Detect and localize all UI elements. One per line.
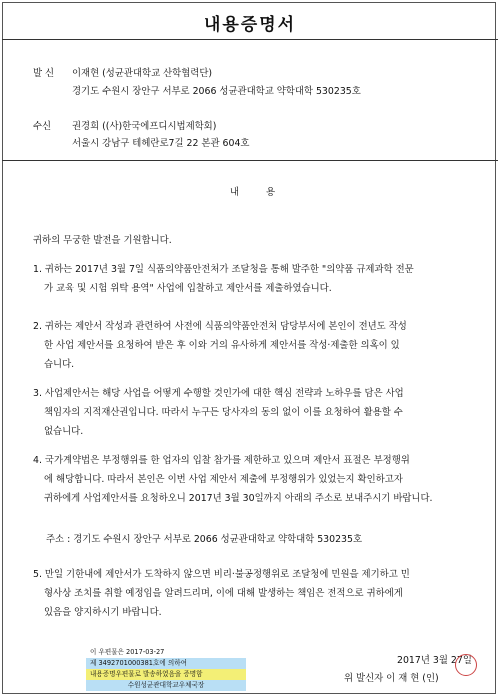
header-divider [2, 160, 498, 161]
recipient-label: 수신 [33, 121, 52, 132]
item-3-line-3: 없습니다. [44, 426, 84, 437]
item-5-line-1: 5. 만일 기한내에 제안서가 도착하지 않으면 비리·불공정행위로 조달청에 민원을 제기하고 민 [33, 569, 410, 580]
postal-certification-stamp [86, 647, 246, 693]
item-2-line-2: 한 사업 제안서를 요청하여 받은 후 이와 거의 유사하게 제안서를 작성·제출한 의혹이 있 [44, 340, 400, 351]
item-1-line-1: 1. 귀하는 2017년 3월 7일 식품의약품안전처가 조달청을 통해 발주한 "의약품 규제과학 전문 [33, 264, 414, 275]
item-4 [33, 451, 433, 508]
item-5-line-3: 있음을 양지하시기 바랍니다. [44, 607, 162, 618]
item-5 [33, 565, 410, 622]
item-1-line-2: 가 교육 및 시험 위탁 용역" 사업에 입찰하고 제안서를 제출하였습니다. [44, 283, 332, 294]
item-1 [33, 260, 414, 298]
stamp-line-1: 이 우편물은 2017-03-27 [86, 647, 246, 658]
item-4-line-3: 귀하에게 사업제안서를 요청하오니 2017년 3월 30일까지 아래의 주소로 보내주시기 바랍니다. [44, 493, 433, 504]
item-5-line-2: 형사상 조치를 취할 예정임을 알려드리며, 이에 대해 발생하는 책임은 전적으로 귀하에게 [44, 588, 403, 599]
document-date: 2017년 3월 27일 [397, 655, 472, 666]
stamp-line-3: 내용증명우편물로 발송하였음을 증명함 [86, 669, 246, 680]
sender-label: 발 신 [33, 68, 55, 79]
item-2-line-1: 2. 귀하는 제안서 작성과 관련하여 사전에 식품의약품안전처 담당부서에 본인이 전년도 작성 [33, 321, 407, 332]
item-2-line-3: 습니다. [44, 359, 75, 370]
recipient-address: 서울시 강남구 테헤란로7길 22 본관 604호 [72, 138, 250, 149]
sender-address: 경기도 수원시 장안구 서부로 2066 성균관대학교 약학대학 530235호 [72, 86, 361, 97]
stamp-line-2: 제 3492701000381호에 의하여 [86, 658, 246, 669]
title-divider [2, 39, 498, 40]
section-heading-char-2: 용 [266, 187, 276, 198]
document-title: 내용증명서 [203, 15, 297, 35]
address-note: 주소 : 경기도 수원시 장안구 서부로 2066 성균관대학교 약학대학 530235호 [46, 534, 363, 545]
item-4-line-2: 에 해당합니다. 따라서 본인은 이번 사업 제안서 제출에 부정행위가 있었는지 확인하고자 [44, 474, 403, 485]
item-3-line-2: 책임자의 지적재산권입니다. 따라서 누구든 당사자의 동의 없이 이를 요청하여 활용할 수 [44, 407, 403, 418]
greeting: 귀하의 무궁한 발전을 기원합니다. [33, 235, 172, 246]
item-4-line-1: 4. 국가계약법은 부정행위를 한 업자의 입찰 참가를 제한하고 있으며 제안서 표절은 부정행위 [33, 455, 410, 466]
recipient-name: 권경희 ((사)한국에프디시법제학회) [72, 121, 217, 132]
item-3-line-1: 3. 사업제안서는 해당 사업을 어떻게 수행할 것인가에 대한 핵심 전략과 노하우를 담은 사업 [33, 388, 404, 399]
item-2 [33, 317, 407, 374]
stamp-line-4: 수원성균관대학교우체국장 [86, 680, 246, 691]
item-3 [33, 384, 404, 441]
seal-stamp [455, 654, 477, 676]
signature-line: 위 발신자 이 재 현 (인) [344, 673, 439, 684]
section-heading-char-1: 내 [230, 187, 240, 198]
sender-name: 이재현 (성균관대학교 산학협력단) [72, 68, 213, 79]
